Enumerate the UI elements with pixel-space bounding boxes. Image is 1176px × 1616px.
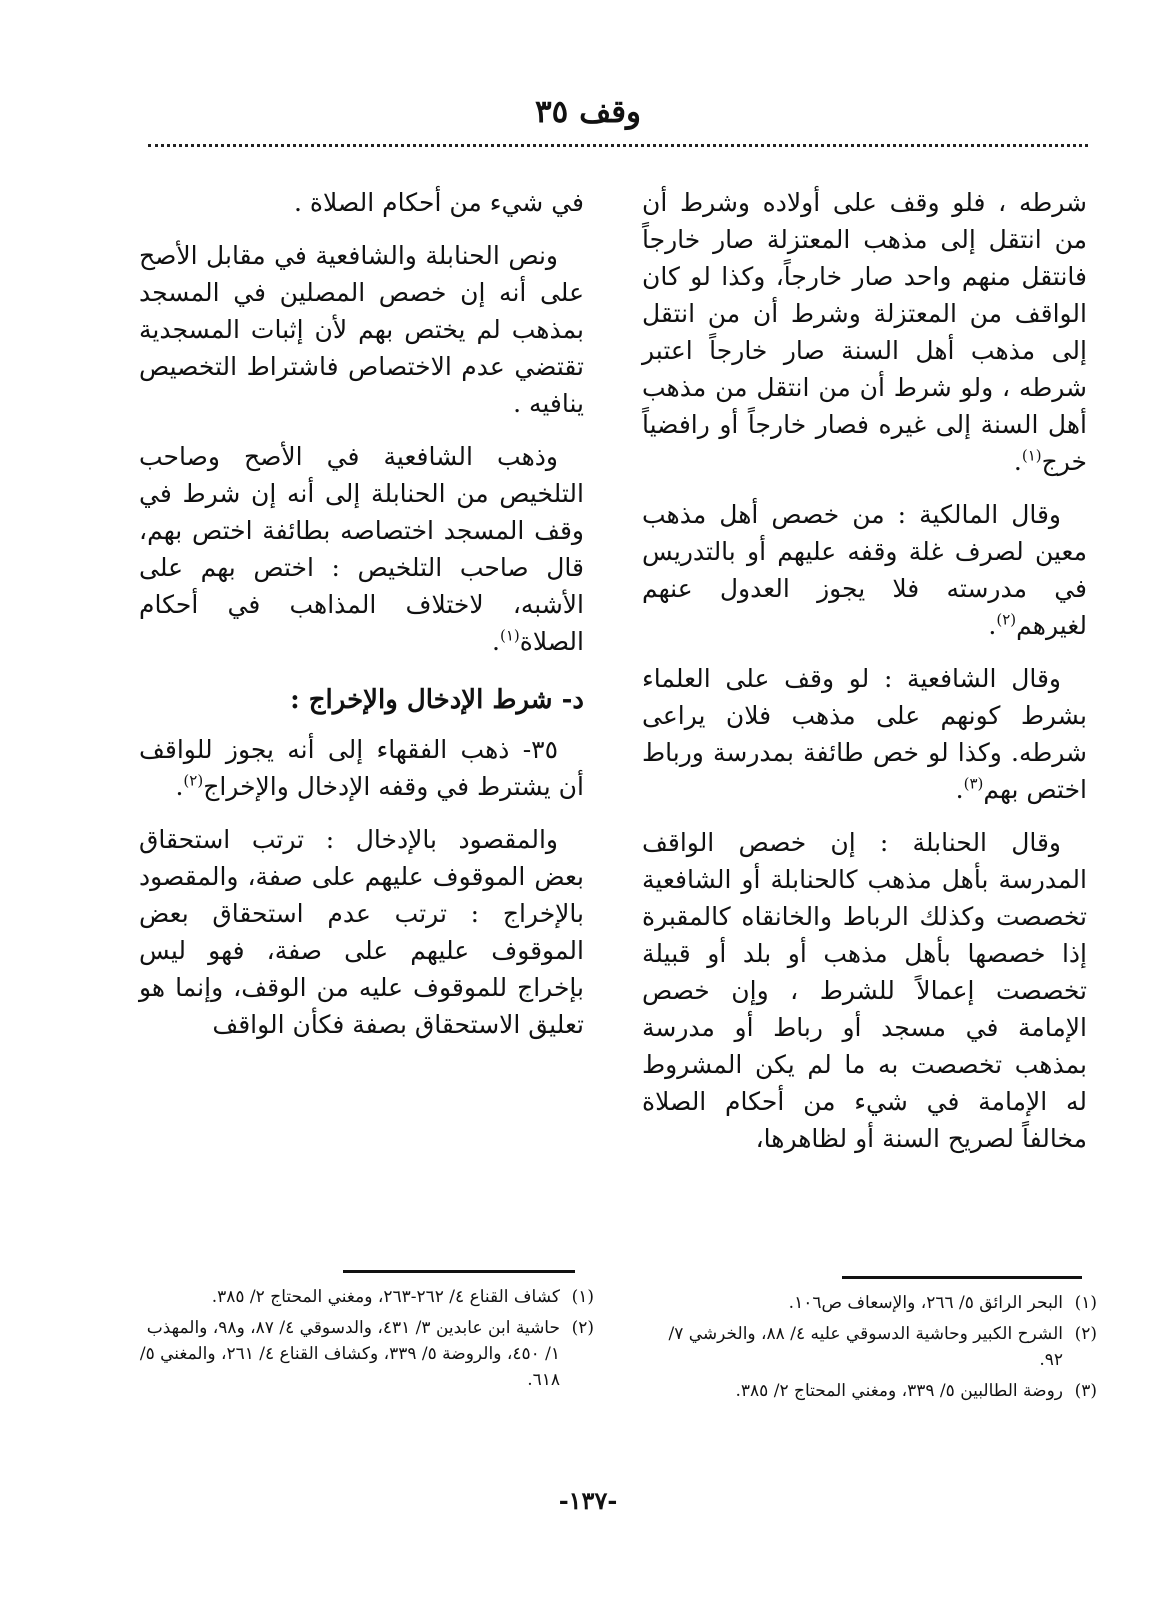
footnote-ref: (٢) bbox=[996, 610, 1017, 629]
right-column bbox=[642, 184, 1087, 1173]
footnote-item bbox=[642, 1290, 1097, 1316]
footnote-ref: (٢) bbox=[183, 771, 204, 790]
left-column bbox=[139, 184, 584, 1059]
paragraph-shafiiyya-asah: وذهب الشافعية في الأصح وصاحب التلخيص من الحنابلة إلى أنه إن شرط في وقف المسجد اختصاصه بطائفة اختص بهم، قال صاحب التلخيص : اختص بهم على الأشبه، لاختلاف المذاهب في أحكام الصلاة$^{(١)}$. bbox=[139, 442, 584, 656]
footnote-item bbox=[642, 1321, 1097, 1373]
footnote-item bbox=[642, 1378, 1097, 1404]
paragraph-maqsud: والمقصود بالإدخال : ترتب استحقاق بعض الموقوف عليهم على صفة، والمقصود بالإخراج : ترتب عدم استحقاق بعض الموقوف عليهم على صفة، فهو ليس بإخراج للموقوف عليه من الوقف، وإنما هو تعليق الاستحقاق بصفة فكأن الواقف bbox=[139, 825, 584, 1039]
paragraph-35: ٣٥- ذهب الفقهاء إلى أنه يجوز للواقف أن يشترط في وقفه الإدخال والإخراج$^{(٢)}$. bbox=[139, 735, 584, 801]
footnotes-right bbox=[642, 1290, 1097, 1409]
footnote-number: (١) bbox=[1074, 1293, 1097, 1313]
footnote-text: حاشية ابن عابدين ٣/ ٤٣١، والدسوقي ٤/ ٨٧، و٩٨، والمهذب ١/ ٤٥٠، والروضة ٥/ ٣٣٩، وكشاف القناع ٤/ ٢٦١، والمغني ٥/ ٦١٨. bbox=[139, 1318, 560, 1390]
footnote-rule-left bbox=[343, 1270, 575, 1273]
section-subheading: د- شرط الإدخال والإخراج : bbox=[290, 685, 584, 715]
footnote-ref: (١) bbox=[1021, 446, 1042, 465]
footnote-number: (٢) bbox=[1074, 1324, 1097, 1344]
paragraph-malikiyya: وقال المالكية : من خصص أهل مذهب معين لصرف غلة وقفه عليهم أو بالتدريس في مدرسته فلا يجوز العدول عنهم لغيرهم$^{(٢)}$. bbox=[642, 500, 1087, 640]
footnote-text: الشرح الكبير وحاشية الدسوقي عليه ٤/ ٨٨، والخرشي ٧/ ٩٢. bbox=[668, 1324, 1063, 1370]
footnote-ref: (١) bbox=[499, 626, 520, 645]
paragraph-hanabila: وقال الحنابلة : إن خصص الواقف المدرسة بأهل مذهب كالحنابلة أو الشافعية تخصصت وكذلك الرباط والخانقاه كالمقبرة إذا خصصها بأهل مذهب أو بلد أو قبيلة تخصصت إعمالاً للشرط ، وإن خصص الإمامة في مسجد أو رباط أو مدرسة بمذهب تخصصت به ما لم يكن المشروط له الإمامة في شيء من أحكام الصلاة مخالفاً لصريح السنة أو لظاهرها، bbox=[642, 828, 1087, 1153]
footnote-text: كشاف القناع ٤/ ٢٦٢-٢٦٣، ومغني المحتاج ٢/ ٣٨٥. bbox=[211, 1287, 560, 1307]
paragraph-shafiiyya: وقال الشافعية : لو وقف على العلماء بشرط كونهم على مذهب فلان يراعى شرطه. وكذا لو خص طائفة بمدرسة ورباط اختص بهم$^{(٣)}$. bbox=[642, 664, 1087, 804]
footnotes-left bbox=[139, 1284, 594, 1398]
paragraph-hanabila-shafiiyya: ونص الحنابلة والشافعية في مقابل الأصح على أنه إن خصص المصلين في المسجد بمذهب لم يختص بهم لأن إثبات المسجدية تقتضي عدم الاختصاص فاشتراط التخصيص ينافيه . bbox=[139, 241, 584, 418]
footnote-number: (٢) bbox=[571, 1318, 594, 1338]
footnote-rule-right bbox=[842, 1276, 1082, 1279]
footnote-item bbox=[139, 1284, 594, 1310]
paragraph-muatazila: شرطه ، فلو وقف على أولاده وشرط أن من انتقل إلى مذهب المعتزلة صار خارجاً فانتقل منهم واحد صار خارجاً، وكذا لو كان الواقف من المعتزلة وشرط أن من انتقل إلى مذهب أهل السنة صار خارجاً اعتبر شرطه ، ولو شرط أن من انتقل من مذهب أهل السنة إلى غيره فصار خارجاً أو رافضياً خرج$^{(١)}$. bbox=[642, 188, 1087, 476]
footnote-number: (٣) bbox=[1074, 1381, 1097, 1401]
paragraph-continuation: في شيء من أحكام الصلاة . bbox=[294, 188, 584, 217]
footnote-ref: (٣) bbox=[963, 774, 984, 793]
page-number: -١٣٧- bbox=[558, 1486, 618, 1515]
page-header-title: وقف ٣٥ bbox=[535, 94, 641, 130]
footnote-item bbox=[139, 1315, 594, 1393]
header-dotted-rule bbox=[148, 144, 1088, 147]
footnote-text: روضة الطالبين ٥/ ٣٣٩، ومغني المحتاج ٢/ ٣٨٥. bbox=[735, 1381, 1063, 1401]
footnote-number: (١) bbox=[571, 1287, 594, 1307]
footnote-text: البحر الرائق ٥/ ٢٦٦، والإسعاف ص١٠٦. bbox=[788, 1293, 1063, 1313]
